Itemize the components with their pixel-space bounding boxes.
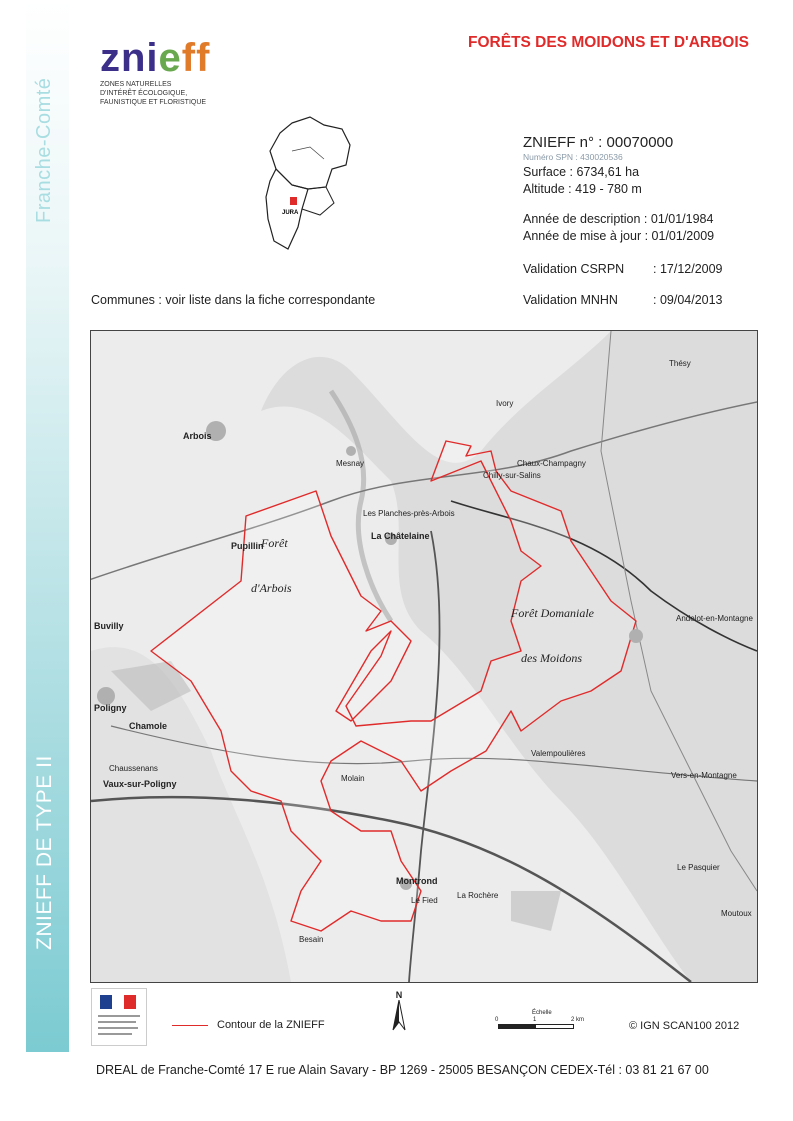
forest-label: Forêt Domaniale	[511, 606, 594, 620]
place-label: Le Fied	[411, 896, 438, 905]
place-label: Besain	[299, 935, 324, 944]
place-label: Molain	[341, 774, 365, 783]
place-label: Thésy	[669, 359, 691, 368]
topographic-map[interactable]	[90, 330, 758, 983]
logo-subtitle: ZONES NATURELLES D'INTÉRÊT ÉCOLOGIQUE, FAUNISTIQUE ET FLORISTIQUE	[100, 81, 207, 106]
north-arrow: N	[391, 990, 407, 1039]
description-year: Année de description : 01/01/1984	[523, 212, 714, 226]
mnhn-label: Validation MNHN	[523, 293, 618, 307]
communes-note: Communes : voir liste dans la fiche correspondante	[91, 293, 376, 307]
znieff-logo: znieff	[100, 36, 211, 80]
place-label: Vers-en-Montagne	[671, 771, 737, 780]
place-label: Chilly-sur-Salins	[483, 471, 541, 480]
copyright: © IGN SCAN100 2012	[629, 1020, 740, 1032]
forest-label: Forêt	[261, 536, 288, 550]
place-label: Ivory	[496, 399, 514, 408]
contour-legend-swatch	[172, 1025, 208, 1026]
scale-label-0: 0	[495, 1017, 499, 1023]
place-label: Buvilly	[94, 621, 124, 631]
update-year: Année de mise à jour : 01/01/2009	[523, 229, 715, 243]
mnhn-value: : 09/04/2013	[653, 293, 723, 307]
place-label: Moutoux	[721, 909, 752, 918]
scale-label-1: 1	[533, 1017, 537, 1023]
place-label: Chaux-Champagny	[517, 459, 586, 468]
footer-address: DREAL de Franche-Comté 17 E rue Alain Savary - BP 1269 - 25005 BESANÇON CEDEX-Tél : 03 81 21 67 00	[96, 1063, 709, 1077]
surface: Surface : 6734,61 ha	[523, 165, 640, 179]
place-label: Andelot-en-Montagne	[676, 614, 753, 623]
region-minimap	[262, 111, 354, 261]
place-label: Le Pasquier	[677, 863, 720, 872]
place-label: Chamole	[129, 721, 168, 731]
contour-legend-label: Contour de la ZNIEFF	[217, 1019, 325, 1031]
place-label: La Rochère	[457, 891, 499, 900]
marianne-logo-icon	[92, 989, 146, 1045]
znieff-type-label: ZNIEFF DE TYPE II	[33, 755, 56, 950]
place-label: Vaux-sur-Poligny	[103, 779, 177, 789]
place-label: Les Planches-près-Arbois	[363, 509, 455, 518]
place-label: Chaussenans	[109, 764, 158, 773]
spn-number: Numéro SPN : 430020536	[523, 152, 623, 162]
minimap-label: JURA	[282, 210, 299, 216]
prefecture-logo	[91, 988, 147, 1046]
scale-label-2: 2 km	[571, 1017, 585, 1023]
scale-bar	[498, 1024, 574, 1029]
csrpn-label: Validation CSRPN	[523, 262, 625, 276]
scale-title: Échelle	[532, 1010, 552, 1016]
place-label: Pupillin	[231, 541, 264, 551]
region-label: Franche-Comté	[33, 77, 55, 223]
forest-label: des Moidons	[521, 651, 582, 665]
znieff-number: ZNIEFF n° : 00070000	[523, 134, 674, 151]
page-title: FORÊTS DES MOIDONS ET D'ARBOIS	[468, 34, 749, 51]
place-label: La Châtelaine	[371, 531, 430, 541]
csrpn-value: : 17/12/2009	[653, 262, 723, 276]
altitude: Altitude : 419 - 780 m	[523, 182, 642, 196]
north-arrow-icon	[391, 1000, 407, 1034]
place-label: Montrond	[396, 876, 438, 886]
forest-label: d'Arbois	[251, 581, 292, 595]
place-label: Valempoulières	[531, 749, 586, 758]
place-label: Poligny	[94, 703, 127, 713]
place-label: Arbois	[183, 431, 212, 441]
place-label: Mesnay	[336, 459, 365, 468]
